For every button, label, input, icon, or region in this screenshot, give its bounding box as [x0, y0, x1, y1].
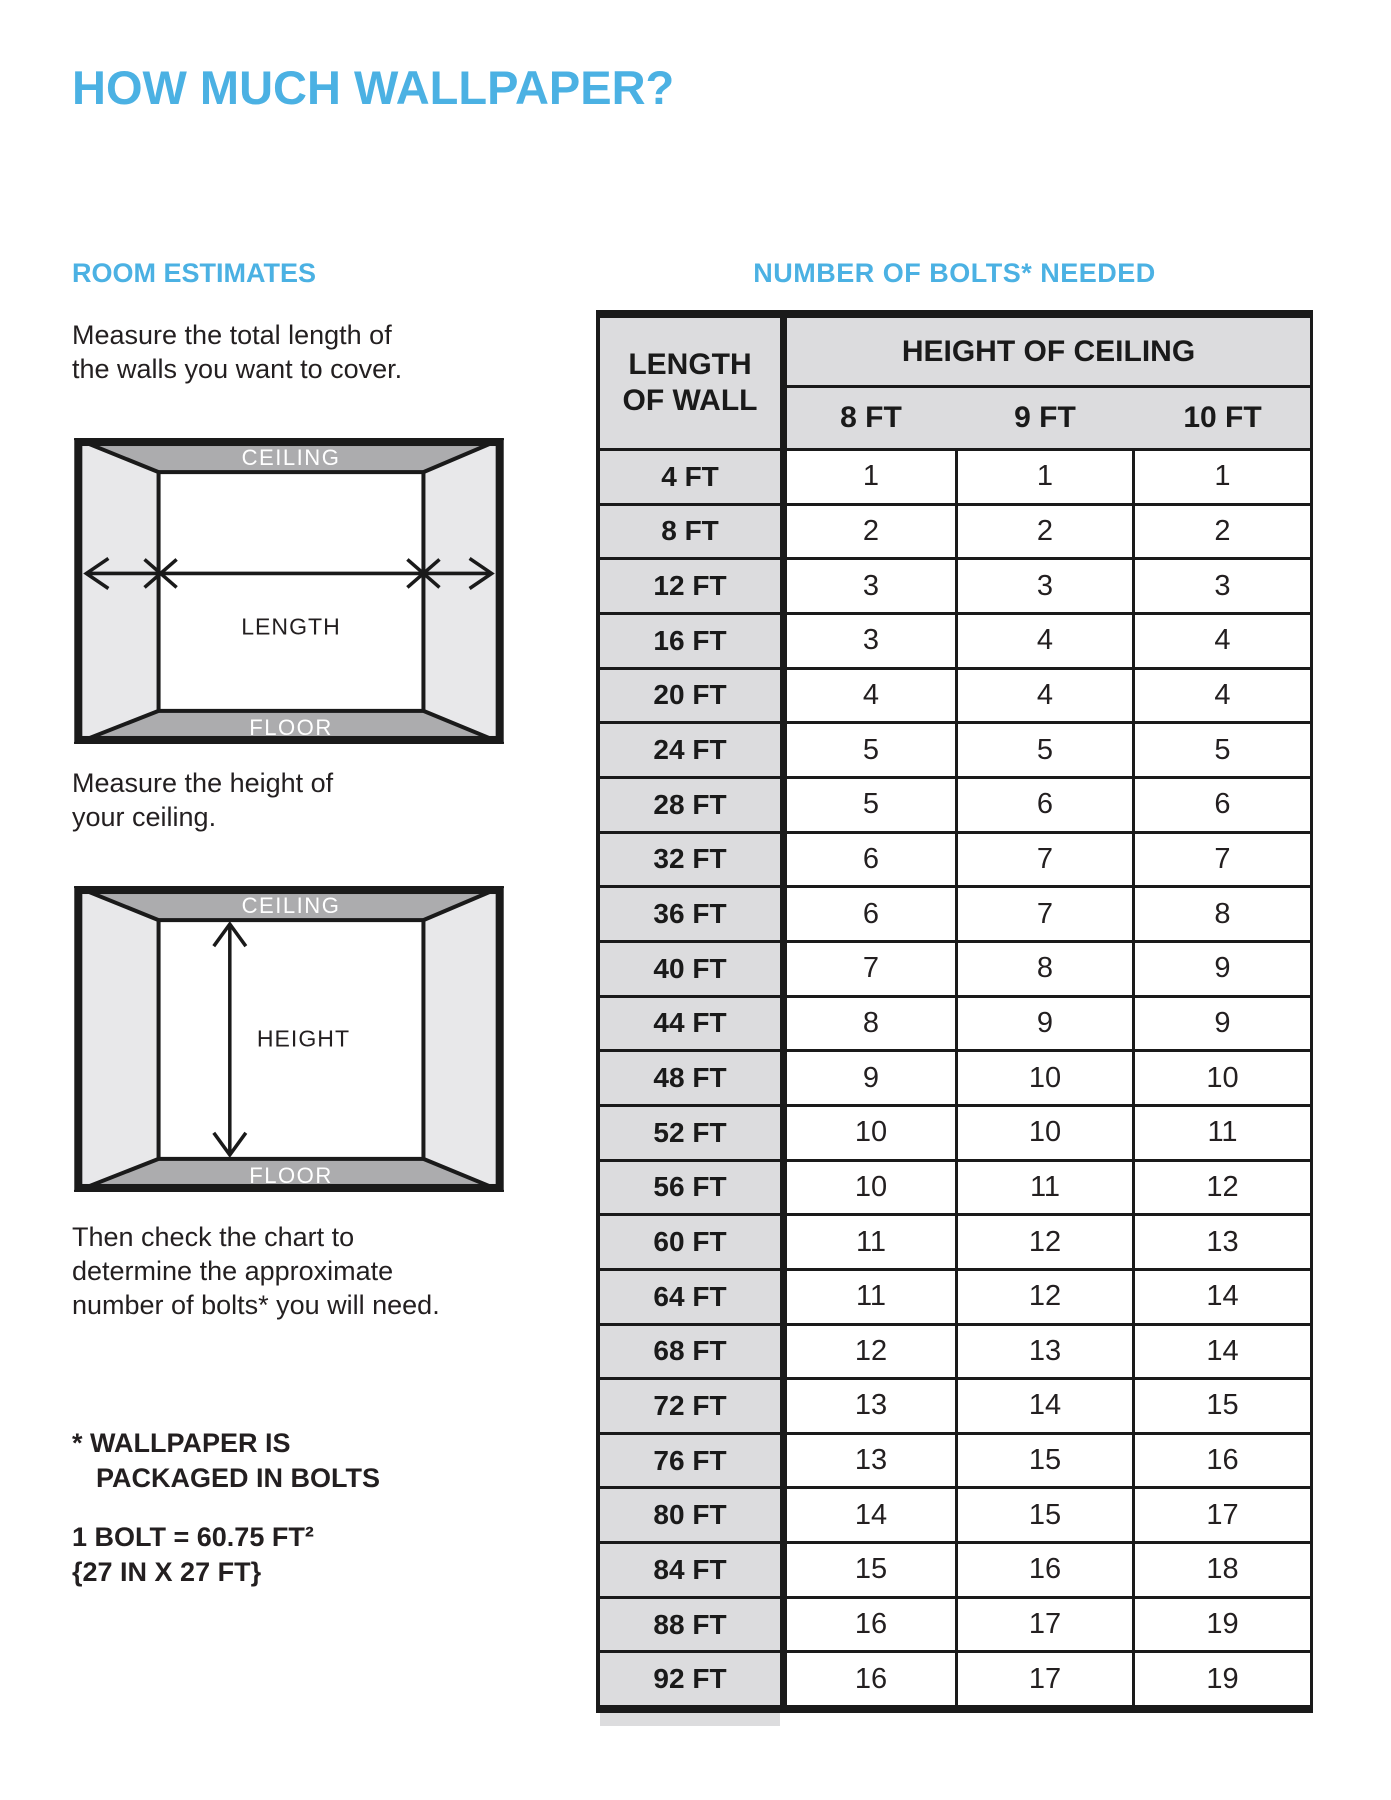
wall-length-cell: 40 FT — [600, 943, 780, 995]
bolts-9ft-cell: 16 — [958, 1544, 1132, 1596]
table-row — [600, 1326, 1310, 1378]
row-divider — [780, 1380, 787, 1432]
height-of-ceiling-header: HEIGHT OF CEILING — [787, 318, 1310, 385]
step-measure-length — [72, 318, 402, 386]
right-wall — [423, 886, 503, 1192]
bolt-equation — [72, 1520, 314, 1590]
row-divider — [780, 1489, 787, 1541]
wall-length-cell: 64 FT — [600, 1271, 780, 1323]
wall-length-cell: 32 FT — [600, 834, 780, 886]
bolts-9ft-cell: 9 — [958, 998, 1132, 1050]
step-measure-height — [72, 766, 333, 834]
bolts-9ft-cell: 5 — [958, 724, 1132, 776]
bolts-8ft-cell: 11 — [787, 1216, 955, 1268]
row-divider — [780, 1544, 787, 1596]
bolts-10ft-cell: 16 — [1135, 1435, 1310, 1487]
wall-length-cell: 80 FT — [600, 1489, 780, 1541]
step-text-line: Measure the total length of — [72, 320, 392, 350]
bolts-10ft-cell: 5 — [1135, 724, 1310, 776]
room-height-diagram — [74, 886, 504, 1192]
wall-length-cell: 68 FT — [600, 1326, 780, 1378]
table-row — [600, 834, 1310, 886]
bolts-table-title: NUMBER OF BOLTS* NEEDED — [753, 258, 1156, 288]
bolts-9ft-cell: 13 — [958, 1326, 1132, 1378]
right-wall — [423, 438, 503, 744]
bolts-8ft-cell: 2 — [787, 506, 955, 558]
bolts-9ft-cell: 12 — [958, 1216, 1132, 1268]
row-divider — [780, 834, 787, 886]
left-wall — [74, 438, 158, 744]
bolts-10ft-cell: 15 — [1135, 1380, 1310, 1432]
bolts-8ft-cell: 1 — [787, 451, 955, 503]
bolts-8ft-cell: 13 — [787, 1380, 955, 1432]
row-divider — [780, 1326, 787, 1378]
bolts-10ft-cell: 9 — [1135, 943, 1310, 995]
bolts-8ft-cell: 10 — [787, 1107, 955, 1159]
wall-length-cell: 44 FT — [600, 998, 780, 1050]
bolts-10ft-cell: 19 — [1135, 1599, 1310, 1651]
bolts-8ft-cell: 10 — [787, 1162, 955, 1214]
bolts-8ft-cell: 14 — [787, 1489, 955, 1541]
row-divider — [780, 1435, 787, 1487]
col-header-9ft: 9 FT — [1014, 401, 1076, 434]
wall-length-cell: 48 FT — [600, 1052, 780, 1104]
table-row — [600, 1107, 1310, 1159]
bolts-10ft-cell: 10 — [1135, 1052, 1310, 1104]
row-divider — [780, 506, 787, 558]
row-divider — [780, 943, 787, 995]
bolts-10ft-cell: 3 — [1135, 560, 1310, 612]
row-divider — [780, 1653, 787, 1705]
wall-length-cell: 56 FT — [600, 1162, 780, 1214]
bolts-10ft-cell: 11 — [1135, 1107, 1310, 1159]
row-divider — [780, 1216, 787, 1268]
bolts-9ft-cell: 1 — [958, 451, 1132, 503]
bolts-8ft-cell: 6 — [787, 834, 955, 886]
table-row — [600, 998, 1310, 1050]
bolts-10ft-cell: 8 — [1135, 888, 1310, 940]
table-row — [600, 1052, 1310, 1104]
row-divider — [780, 670, 787, 722]
table-row — [600, 1380, 1310, 1432]
ceiling-label: CEILING — [241, 893, 341, 919]
table-header — [600, 318, 1310, 448]
length-of-wall-header — [600, 318, 780, 448]
bolts-10ft-cell: 17 — [1135, 1489, 1310, 1541]
step-text-line: the walls you want to cover. — [72, 354, 403, 384]
bolts-9ft-cell: 12 — [958, 1271, 1132, 1323]
bolts-9ft-cell: 15 — [958, 1435, 1132, 1487]
wall-length-cell: 92 FT — [600, 1653, 780, 1705]
bolts-9ft-cell: 17 — [958, 1653, 1132, 1705]
row-divider — [780, 1599, 787, 1651]
bolts-8ft-cell: 5 — [787, 779, 955, 831]
header-line: OF WALL — [622, 384, 758, 417]
bolts-10ft-cell: 6 — [1135, 779, 1310, 831]
col-header-10ft: 10 FT — [1183, 401, 1262, 434]
table-row — [600, 1653, 1310, 1705]
row-divider — [780, 1107, 787, 1159]
bolts-10ft-cell: 19 — [1135, 1653, 1310, 1705]
bolts-8ft-cell: 16 — [787, 1653, 955, 1705]
step-text-line: number of bolts* you will need. — [72, 1290, 440, 1320]
bolts-8ft-cell: 15 — [787, 1544, 955, 1596]
bolts-8ft-cell: 16 — [787, 1599, 955, 1651]
row-divider — [780, 888, 787, 940]
wall-length-cell: 20 FT — [600, 670, 780, 722]
bolts-8ft-cell: 8 — [787, 998, 955, 1050]
wall-length-cell: 52 FT — [600, 1107, 780, 1159]
bolts-9ft-cell: 17 — [958, 1599, 1132, 1651]
wall-length-cell: 60 FT — [600, 1216, 780, 1268]
wall-length-cell: 8 FT — [600, 506, 780, 558]
bolts-8ft-cell: 13 — [787, 1435, 955, 1487]
wall-length-cell: 36 FT — [600, 888, 780, 940]
wall-length-cell: 88 FT — [600, 1599, 780, 1651]
bolts-9ft-cell: 7 — [958, 888, 1132, 940]
step-text-line: your ceiling. — [72, 802, 217, 832]
row-divider — [780, 451, 787, 503]
floor-label: FLOOR — [249, 1162, 333, 1188]
table-row — [600, 779, 1310, 831]
height-label: HEIGHT — [256, 1025, 351, 1052]
table-row — [600, 1271, 1310, 1323]
bolts-8ft-cell: 3 — [787, 560, 955, 612]
bolts-9ft-cell: 10 — [958, 1107, 1132, 1159]
table-row — [600, 615, 1310, 667]
bolts-9ft-cell: 14 — [958, 1380, 1132, 1432]
back-wall — [159, 472, 424, 711]
wall-length-cell: 12 FT — [600, 560, 780, 612]
row-divider — [780, 1052, 787, 1104]
bolts-9ft-cell: 15 — [958, 1489, 1132, 1541]
table-row — [600, 1435, 1310, 1487]
bolts-10ft-cell: 14 — [1135, 1271, 1310, 1323]
wall-length-cell: 16 FT — [600, 615, 780, 667]
bolts-8ft-cell: 3 — [787, 615, 955, 667]
table-body — [600, 448, 1310, 1705]
bolts-9ft-cell: 11 — [958, 1162, 1132, 1214]
row-divider — [780, 615, 787, 667]
length-label: LENGTH — [241, 613, 341, 640]
footnote-line: * WALLPAPER IS — [72, 1428, 291, 1458]
bolts-8ft-cell: 9 — [787, 1052, 955, 1104]
wall-length-cell: 72 FT — [600, 1380, 780, 1432]
table-row — [600, 670, 1310, 722]
bolts-9ft-cell: 4 — [958, 615, 1132, 667]
header-divider — [780, 318, 787, 448]
bolts-10ft-cell: 4 — [1135, 615, 1310, 667]
page-title: HOW MUCH WALLPAPER? — [72, 61, 675, 114]
table-row — [600, 888, 1310, 940]
table-row — [600, 1489, 1310, 1541]
table-row — [600, 506, 1310, 558]
bolts-10ft-cell: 4 — [1135, 670, 1310, 722]
bolts-10ft-cell: 7 — [1135, 834, 1310, 886]
row-divider — [780, 779, 787, 831]
bolts-10ft-cell: 9 — [1135, 998, 1310, 1050]
row-divider — [780, 724, 787, 776]
step-check-chart — [72, 1220, 440, 1322]
bolts-10ft-cell: 14 — [1135, 1326, 1310, 1378]
bolts-8ft-cell: 5 — [787, 724, 955, 776]
col-header-8ft: 8 FT — [840, 401, 902, 434]
row-divider — [780, 998, 787, 1050]
step-text-line: Then check the chart to — [72, 1222, 355, 1252]
wall-length-cell: 76 FT — [600, 1435, 780, 1487]
bolts-table — [596, 310, 1313, 1713]
bolts-8ft-cell: 6 — [787, 888, 955, 940]
bolts-10ft-cell: 13 — [1135, 1216, 1310, 1268]
ceiling-height-header-group — [787, 318, 1310, 448]
row-divider — [780, 560, 787, 612]
table-row — [600, 943, 1310, 995]
left-wall — [74, 886, 158, 1192]
wall-length-cell: 24 FT — [600, 724, 780, 776]
table-footer-stub — [600, 1713, 780, 1726]
bolts-10ft-cell: 12 — [1135, 1162, 1310, 1214]
bolts-9ft-cell: 7 — [958, 834, 1132, 886]
header-line: LENGTH — [628, 348, 752, 381]
bolts-10ft-cell: 1 — [1135, 451, 1310, 503]
table-row — [600, 1599, 1310, 1651]
bolts-8ft-cell: 4 — [787, 670, 955, 722]
wall-length-cell: 4 FT — [600, 451, 780, 503]
bolts-8ft-cell: 7 — [787, 943, 955, 995]
footnote-line: PACKAGED IN BOLTS — [96, 1463, 381, 1493]
bolts-9ft-cell: 3 — [958, 560, 1132, 612]
bolts-9ft-cell: 8 — [958, 943, 1132, 995]
floor-label: FLOOR — [249, 714, 333, 740]
table-row — [600, 451, 1310, 503]
bolt-eq-line: {27 IN X 27 FT} — [72, 1557, 262, 1587]
wall-length-cell: 28 FT — [600, 779, 780, 831]
room-length-diagram — [74, 438, 504, 744]
step-text-line: Measure the height of — [72, 768, 334, 798]
bolts-9ft-cell: 10 — [958, 1052, 1132, 1104]
bolts-10ft-cell: 18 — [1135, 1544, 1310, 1596]
bolts-8ft-cell: 12 — [787, 1326, 955, 1378]
bolts-9ft-cell: 6 — [958, 779, 1132, 831]
ceiling-label: CEILING — [241, 445, 341, 471]
table-row — [600, 1544, 1310, 1596]
bolts-8ft-cell: 11 — [787, 1271, 955, 1323]
wall-length-cell: 84 FT — [600, 1544, 780, 1596]
ceiling-height-columns — [787, 388, 1310, 448]
room-estimates-heading: ROOM ESTIMATES — [72, 258, 317, 288]
bolts-10ft-cell: 2 — [1135, 506, 1310, 558]
bolt-eq-line: 1 BOLT = 60.75 FT² — [72, 1522, 314, 1552]
row-divider — [780, 1162, 787, 1214]
step-text-line: determine the approximate — [72, 1256, 394, 1286]
table-row — [600, 1162, 1310, 1214]
bolts-9ft-cell: 4 — [958, 670, 1132, 722]
bolts-9ft-cell: 2 — [958, 506, 1132, 558]
bolts-footnote — [72, 1426, 380, 1496]
table-row — [600, 560, 1310, 612]
table-row — [600, 724, 1310, 776]
row-divider — [780, 1271, 787, 1323]
table-row — [600, 1216, 1310, 1268]
